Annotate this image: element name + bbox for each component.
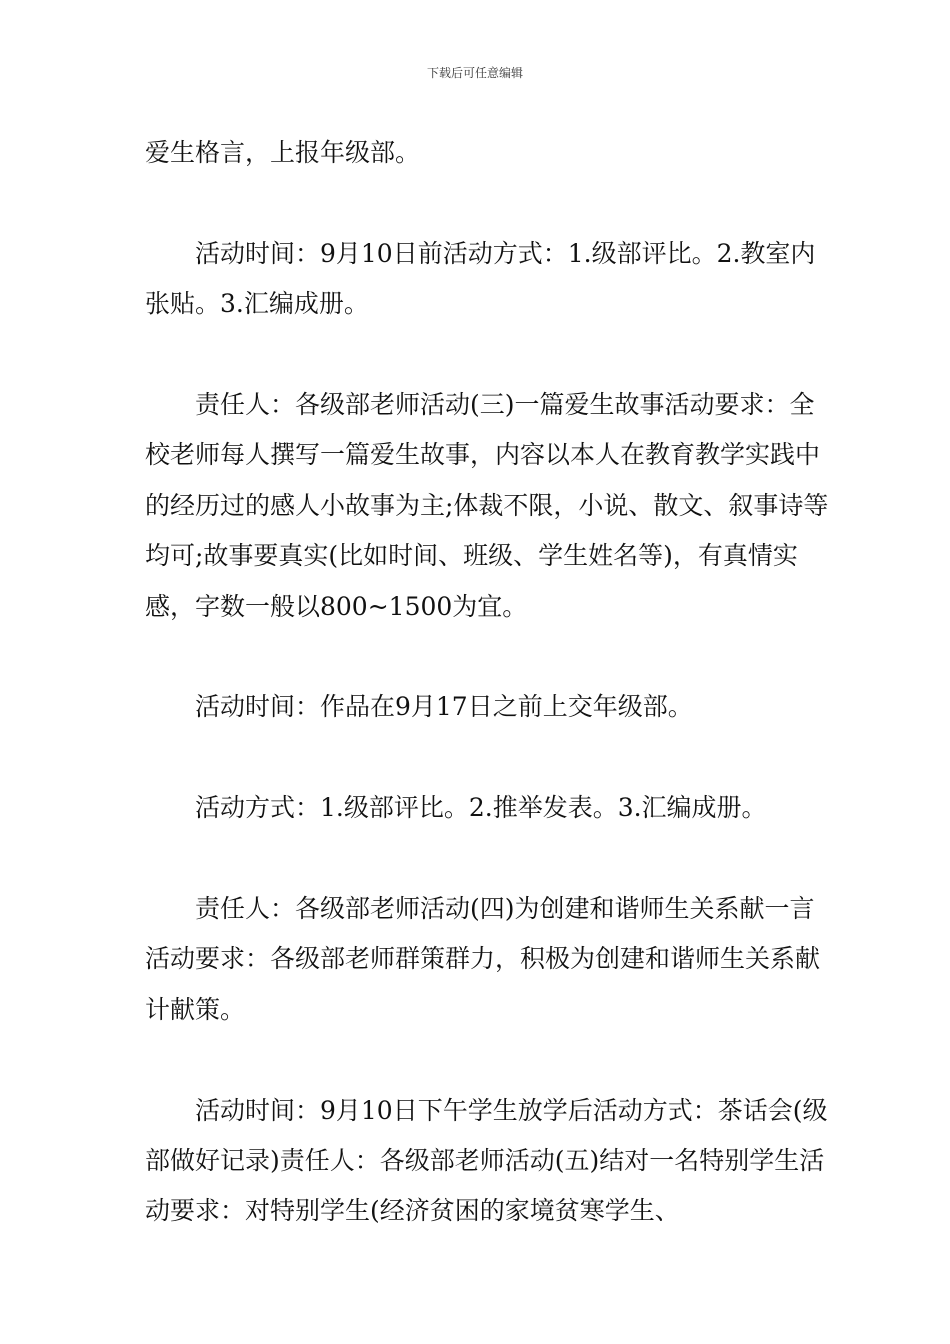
page-header: 下载后可任意编辑 bbox=[426, 66, 523, 80]
paragraph: 责任人：各级部老师活动(四)为创建和谐师生关系献一言活动要求：各级部老师群策群力，积极为创建和谐师生关系献计献策。 bbox=[145, 894, 821, 1024]
paragraph: 活动时间：作品在9月17日之前上交年级部。 bbox=[195, 692, 693, 722]
paragraph: 活动时间：9月10日前活动方式：1.级部评比。2.教室内张贴。3.汇编成册。 bbox=[145, 238, 816, 319]
paragraph: 活动方式：1.级部评比。2.推举发表。3.汇编成册。 bbox=[195, 793, 767, 823]
paragraph: 责任人：各级部老师活动(三)一篇爱生故事活动要求：全校老师每人撰写一篇爱生故事，内容以本人在教育教学实践中的经历过的感人小故事为主;体裁不限，小说、散文、叙事诗等均可;故事要真实(比如时间、班级、学生姓名等)，有真情实感，字数一般以800~1500为宜。 bbox=[145, 390, 829, 621]
paragraph: 活动时间：9月10日下午学生放学后活动方式：茶话会(级部做好记录)责任人：各级部老师活动(五)结对一名特别学生活动要求：对特别学生(经济贫困的家境贫寒学生、 bbox=[145, 1095, 828, 1226]
document-body bbox=[145, 128, 835, 1287]
paragraph: 爱生格言，上报年级部。 bbox=[145, 138, 421, 167]
